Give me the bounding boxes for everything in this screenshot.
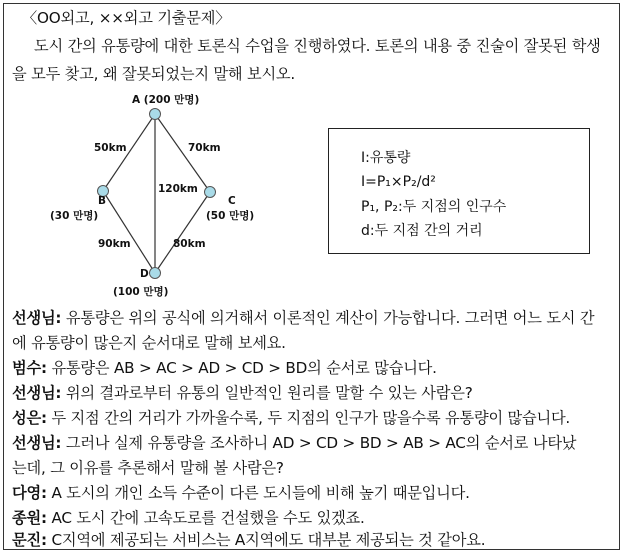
utterance-text: C지역에 제공되는 서비스는 A지역에도 대부분 제공되는 것 같아요. (46, 531, 486, 549)
node-b-label: B (98, 195, 107, 207)
node-d-pop: (100 만명) (113, 286, 169, 298)
dialogue-line-2 (12, 333, 286, 353)
utterance-text: 두 지점 간의 거리가 가까울수록, 두 지점의 인구가 많을수록 유통량이 많습니다. (46, 409, 571, 427)
node-a-label: A (200 만명) (132, 94, 200, 106)
speaker-teacher: 선생님: (12, 384, 62, 402)
dialogue-line-3 (12, 358, 437, 378)
edge-a-d-label: 120km (158, 183, 198, 195)
dialogue-line-5 (12, 408, 570, 428)
source-header: 〈OO외고, ××외고 기출문제〉 (22, 9, 231, 27)
node-a (150, 109, 161, 120)
dialogue-line-6 (12, 433, 576, 453)
utterance-text: 유통량은 AB > AC > AD > CD > BD의 순서로 많습니다. (46, 359, 437, 377)
utterance-text: 유통량은 위의 공식에 의거해서 이론적인 계산이 가능합니다. 그러면 어느 도시 간 (61, 309, 595, 327)
utterance-text: A 도시의 개인 소득 수준이 다른 도시들에 비해 높기 때문입니다. (46, 484, 470, 502)
node-c (205, 187, 216, 198)
edge-c-d (155, 192, 210, 273)
speaker-teacher: 선생님: (12, 309, 62, 327)
utterance-text: 는데, 그 이유를 추론해서 말해 볼 사람은? (12, 459, 284, 477)
speaker-beomsu: 범수: (12, 359, 47, 377)
question-line-1: 도시 간의 유통량에 대한 토론식 수업을 진행하였다. 토론의 내용 중 진술이 잘못된 학생 (34, 37, 601, 55)
edge-a-c-label: 70km (188, 142, 221, 154)
edge-c-d-label: 80km (173, 238, 206, 250)
dialogue-line-1 (12, 308, 594, 328)
speaker-dayoung: 다영: (12, 484, 47, 502)
speaker-jongwon: 종원: (12, 509, 47, 527)
utterance-text: 에 유통량이 많은지 순서대로 말해 보세요. (12, 334, 286, 352)
node-d (150, 268, 161, 279)
utterance-text: AC 도시 간에 고속도로를 건설했을 수도 있겠죠. (46, 509, 365, 527)
dialogue-line-4 (12, 383, 473, 403)
node-c-pop: (50 만명) (206, 210, 255, 222)
speaker-munjin: 문진: (12, 531, 47, 549)
dialogue-line-9 (12, 508, 365, 528)
edge-a-b-label: 50km (94, 142, 127, 154)
node-d-label: D (140, 268, 149, 280)
node-c-label: C (228, 195, 236, 207)
formula-line-2: I=P₁×P₂/d² (361, 174, 436, 190)
node-b-pop: (30 만명) (50, 210, 99, 222)
speaker-seongeun: 성은: (12, 409, 47, 427)
question-line-2: 을 모두 찾고, 왜 잘못되었는지 말해 보시오. (12, 65, 296, 83)
utterance-text: 위의 결과로부터 유통의 일반적인 원리를 말할 수 있는 사람은? (61, 384, 473, 402)
edge-b-d-label: 90km (98, 238, 131, 250)
utterance-text: 그러나 실제 유통량을 조사하니 AD > CD > BD > AB > AC의 순서로 나타났 (61, 434, 577, 452)
formula-line-1: I:유통량 (361, 150, 411, 166)
formula-line-3: P₁, P₂:두 지점의 인구수 (361, 199, 507, 215)
dialogue-line-10 (12, 530, 485, 550)
edge-b-d (103, 191, 155, 273)
city-network-diagram (50, 88, 280, 298)
formula-box (328, 128, 590, 254)
dialogue-line-8 (12, 483, 470, 503)
formula-line-4: d:두 지점 간의 거리 (361, 223, 483, 239)
dialogue-line-7 (12, 458, 284, 478)
speaker-teacher: 선생님: (12, 434, 62, 452)
